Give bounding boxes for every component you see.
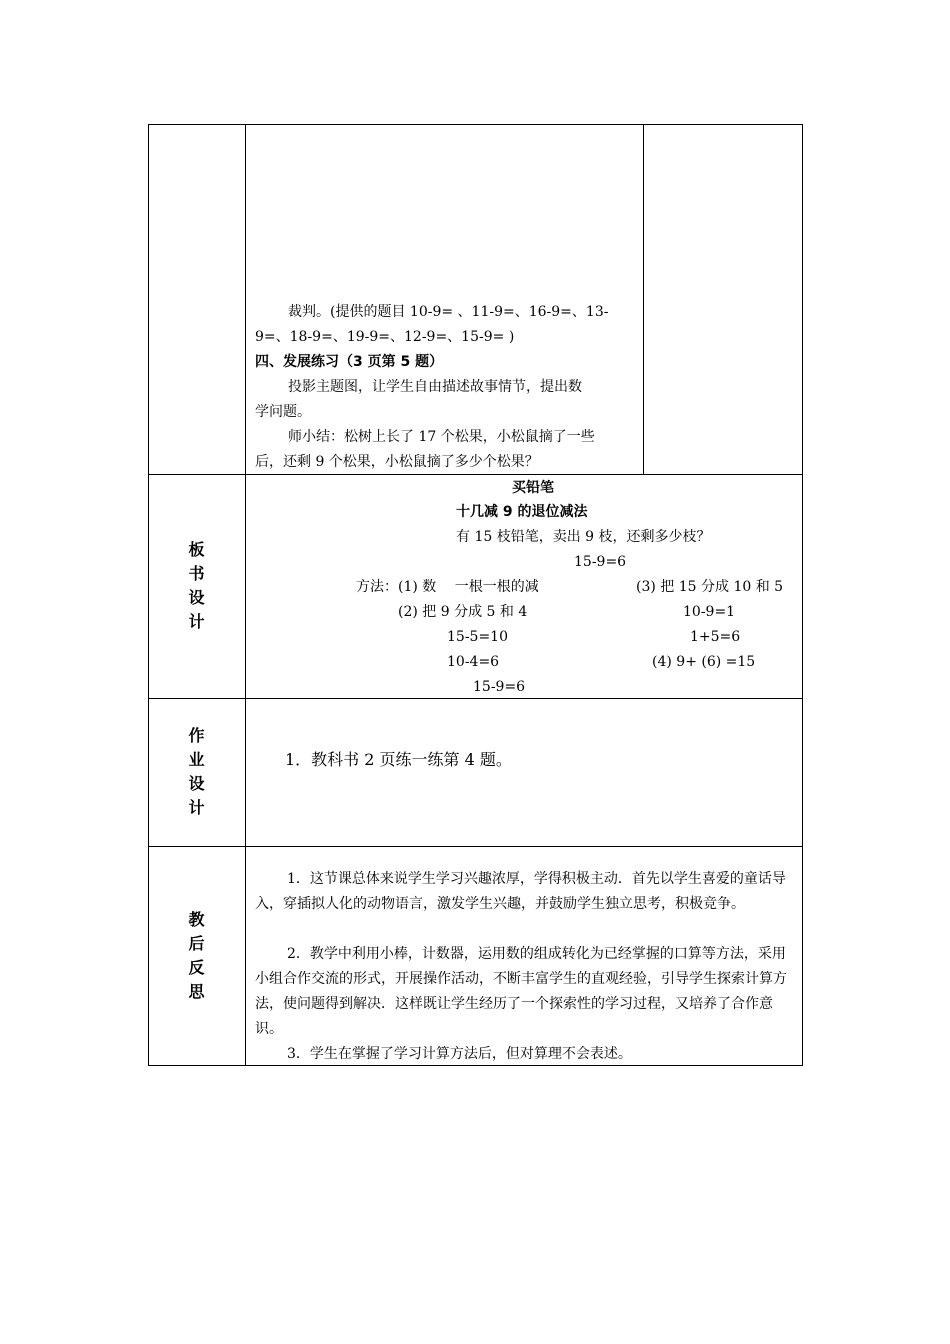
summary-line-2: 后，还剩 9 个松果，小松鼠摘了多少个松果？ xyxy=(255,454,539,470)
board-equation: 15-9=6 xyxy=(574,554,627,570)
method-3-step-1: 10-9=1 xyxy=(683,604,736,620)
board-title: 买铅笔 xyxy=(512,480,554,496)
board-subtitle: 十几减 9 的退位减法 xyxy=(456,504,588,520)
method-2-step-1: 15-5=10 xyxy=(447,629,508,645)
row-divider-3 xyxy=(148,846,803,847)
table-border-right xyxy=(802,124,803,1066)
method-3-step-2: 1+5=6 xyxy=(690,629,741,645)
judge-line-2: 9=、18-9=、19-9=、12-9=、15-9= ) xyxy=(255,329,515,345)
method-2-step-2: 10-4=6 xyxy=(447,654,500,670)
label-column-divider xyxy=(245,124,246,1066)
homework-label: 作 业 设 计 xyxy=(188,726,205,817)
method-4: (4) 9+ (6) =15 xyxy=(652,654,756,670)
reflection-paragraph-2: 2．教学中利用小棒，计数器，运用数的组成转化为已经掌握的口算等方法，采用小组合作交流的形式，开展操作活动，不断丰富学生的直观经验，引导学生探索计算方法，使问题得到解决．这样既让学生经历了一个探索性的学习过程，又培养了合作意识。 xyxy=(255,946,787,1037)
method-2-result: 15-9=6 xyxy=(473,679,526,695)
reflection-paragraph-3: 3．学生在掌握了学习计算方法后，但对算理不会表述。 xyxy=(287,1046,632,1062)
homework-item-1: 1．教科书 2 页练一练第 4 题。 xyxy=(285,750,512,769)
notes-column-divider xyxy=(643,124,644,475)
board-design-label: 板 书 设 计 xyxy=(188,540,205,631)
row-divider-1 xyxy=(148,474,803,475)
row-divider-2 xyxy=(148,698,803,699)
board-question: 有 15 枝铅笔，卖出 9 枝，还剩多少枝？ xyxy=(456,529,711,545)
judge-line-1: 裁判。(提供的题目 10-9= 、11-9=、16-9=、13- xyxy=(288,304,609,320)
method-3: (3) 把 15 分成 10 和 5 xyxy=(636,579,784,595)
reflection-paragraph-1: 1．这节课总体来说学生学习兴趣浓厚，学得积极主动．首先以学生喜爱的童话导入，穿插拟人化的动物语言，激发学生兴趣，并鼓励学生独立思考，积极竞争。 xyxy=(255,871,786,912)
method-2: (2) 把 9 分成 5 和 4 xyxy=(398,604,528,620)
section-title: 四、发展练习（3 页第 5 题） xyxy=(255,354,444,370)
table-border-top xyxy=(148,124,803,125)
method-1: 方法：(1) 数 一根一根的减 xyxy=(356,579,539,595)
summary-line-1: 师小结：松树上长了 17 个松果，小松鼠摘了一些 xyxy=(288,429,595,445)
projection-line-1: 投影主题图，让学生自由描述故事情节，提出数 xyxy=(288,379,582,395)
reflection-label: 教 后 反 思 xyxy=(188,910,205,1001)
projection-line-2: 学问题。 xyxy=(255,404,311,420)
